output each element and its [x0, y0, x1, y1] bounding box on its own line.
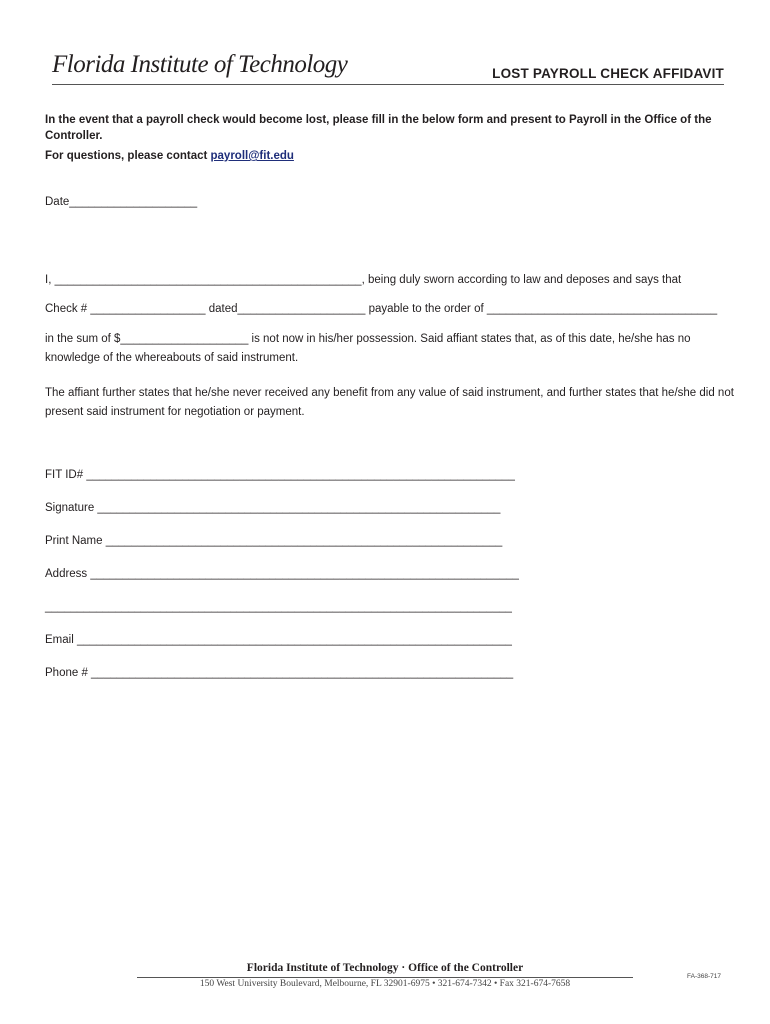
- date-field[interactable]: Date____________________: [45, 196, 198, 208]
- payroll-email-link[interactable]: payroll@fit.edu: [210, 150, 294, 162]
- instructions-text: In the event that a payroll check would become lost, please fill in the below form and present to Payroll in the Office of the Controller.: [45, 114, 712, 142]
- print-name-field[interactable]: Print Name ______________________________________________________________: [45, 535, 503, 547]
- email-field[interactable]: Email ____________________________________________________________________: [45, 634, 512, 646]
- contact-line: [45, 150, 294, 162]
- footer-title: Florida Institute of Technology · Office of the Controller: [246, 962, 524, 974]
- contact-prefix: For questions, please contact: [45, 150, 211, 162]
- check-sum-paragraph[interactable]: in the sum of $____________________ is not now in his/her possession. Said affiant states that, as of this date, he/she has no knowledge of the whereabouts of said instrument.: [45, 333, 691, 364]
- form-title: LOST PAYROLL CHECK AFFIDAVIT: [492, 66, 724, 81]
- check-details-field[interactable]: Check # __________________ dated____________________ payable to the order of ____________________________________: [45, 303, 718, 315]
- header-divider: [52, 84, 724, 85]
- form-code: FA-368-717: [687, 973, 721, 980]
- institution-logo: Florida Institute of Technology: [52, 51, 348, 78]
- footer-address: 150 West University Boulevard, Melbourne, FL 32901-6975 • 321-674-7342 • Fax 321-674-7658: [199, 979, 571, 989]
- footer-divider: [137, 977, 633, 978]
- signature-field[interactable]: Signature _______________________________________________________________: [45, 502, 501, 514]
- fit-id-field[interactable]: FIT ID# ___________________________________________________________________: [45, 469, 515, 481]
- affidavit-statement: The affiant further states that he/she never received any benefit from any value of said instrument, and further states that he/she did not present said instrument for negotiation or payment.: [45, 387, 734, 418]
- affiant-name-field[interactable]: I, ________________________________________________, being duly sworn according to law and deposes and says that: [45, 274, 682, 286]
- phone-field[interactable]: Phone # __________________________________________________________________: [45, 667, 514, 679]
- address-line-2-field[interactable]: _________________________________________________________________________: [45, 601, 512, 613]
- address-field[interactable]: Address ___________________________________________________________________: [45, 568, 519, 580]
